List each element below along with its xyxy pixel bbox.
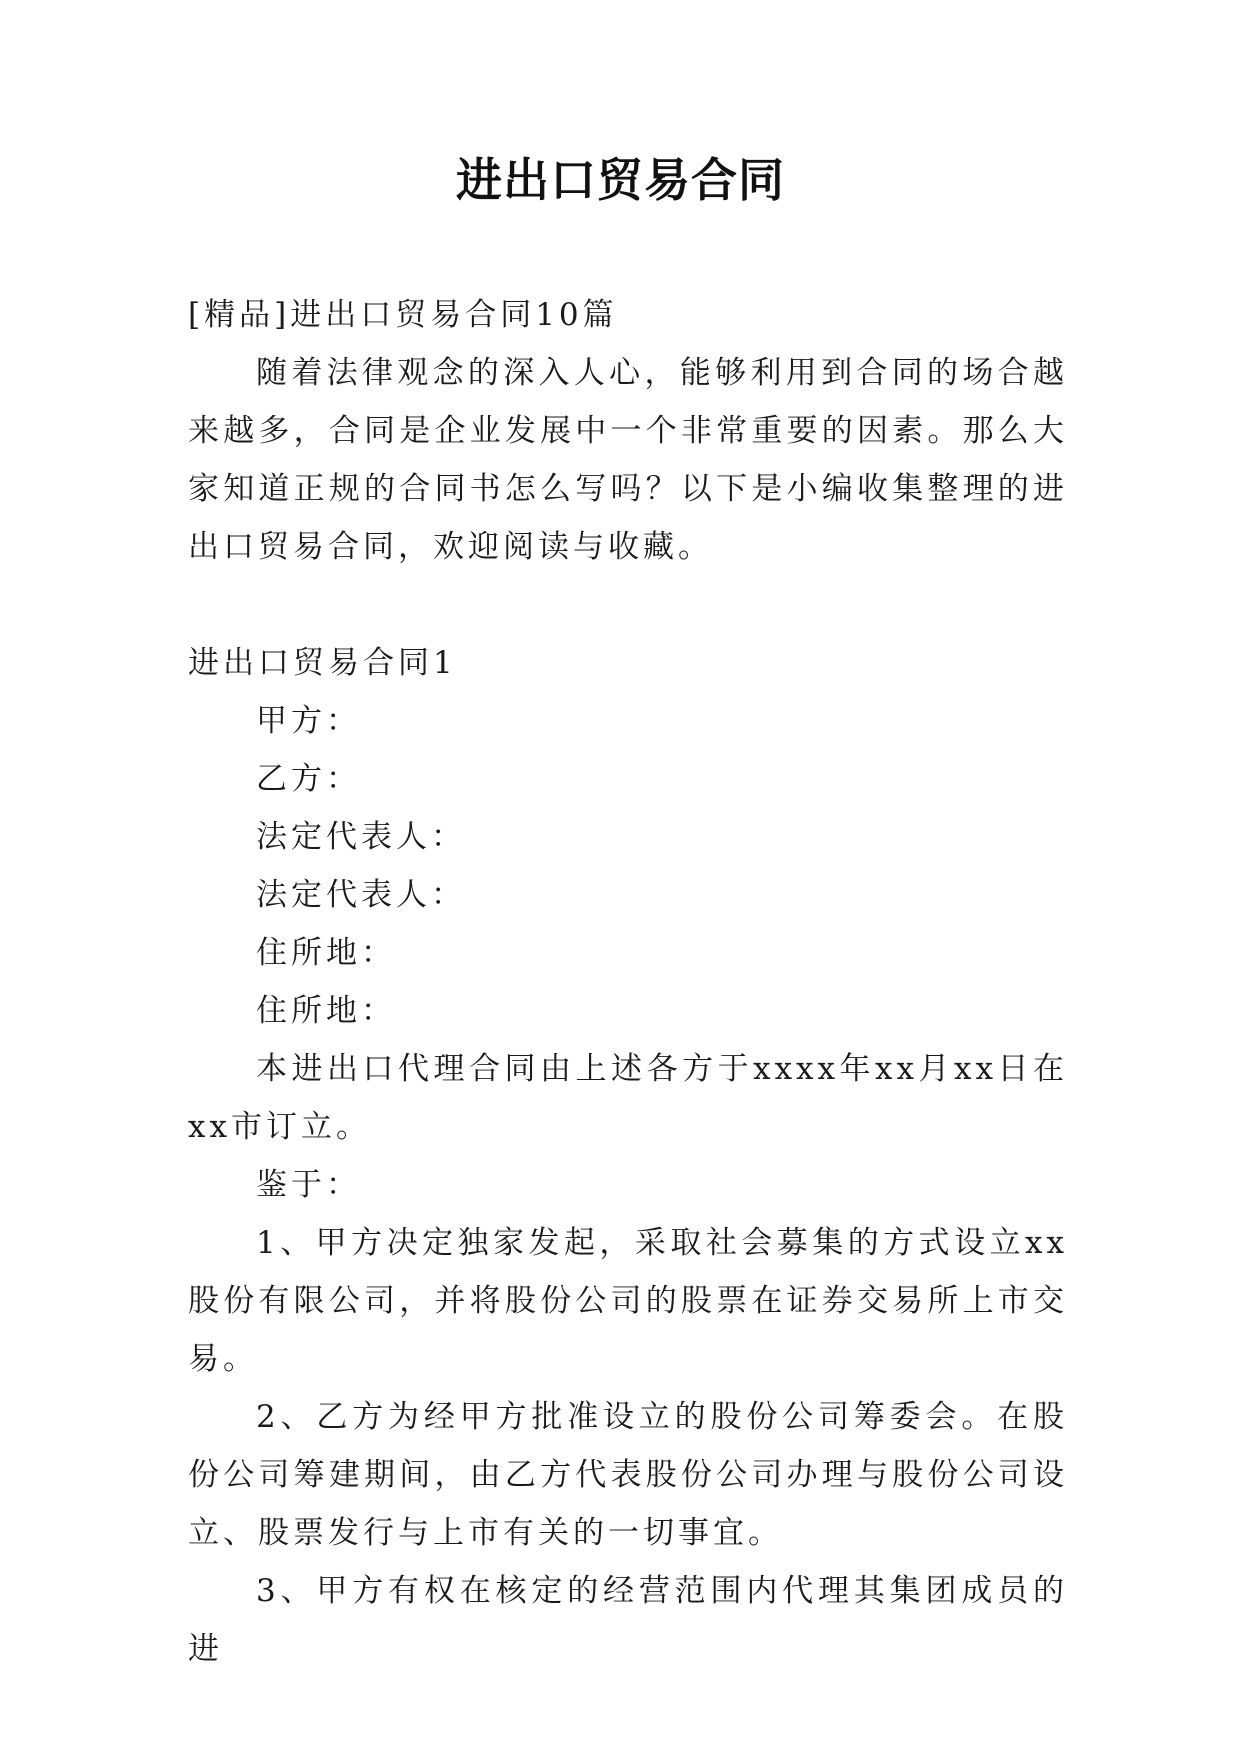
address-line-2: 住所地： bbox=[256, 993, 396, 1029]
legal-rep-line-2: 法定代表人： bbox=[256, 877, 466, 913]
document-title: 进出口贸易合同 bbox=[456, 153, 785, 207]
clause-1: 1、甲方决定独家发起，采取社会募集的方式设立xx股份有限公司，并将股份公司的股票在证券交易所上市交易。 bbox=[188, 1225, 1068, 1377]
intro-paragraph: 随着法律观念的深入人心，能够利用到合同的场合越来越多，合同是企业发展中一个非常重要的因素。那么大家知道正规的合同书怎么写吗？以下是小编收集整理的进出口贸易合同，欢迎阅读与收藏。 bbox=[188, 355, 1068, 565]
section-heading: 进出口贸易合同1 bbox=[188, 645, 457, 681]
clause-3: 3、甲方有权在核定的经营范围内代理其集团成员的进 bbox=[188, 1573, 1068, 1667]
document-subtitle: [精品]进出口贸易合同10篇 bbox=[188, 297, 618, 333]
party-b-line: 乙方： bbox=[256, 761, 361, 797]
document-body bbox=[188, 286, 1068, 1678]
legal-rep-line-1: 法定代表人： bbox=[256, 819, 466, 855]
address-line-1: 住所地： bbox=[256, 935, 396, 971]
clause-2: 2、乙方为经甲方批准设立的股份公司筹委会。在股份公司筹建期间，由乙方代表股份公司办理与股份公司设立、股票发行与上市有关的一切事宜。 bbox=[188, 1399, 1068, 1551]
signing-statement: 本进出口代理合同由上述各方于xxxx年xx月xx日在xx市订立。 bbox=[188, 1051, 1068, 1145]
paragraph-gap bbox=[188, 576, 1068, 634]
whereas-line: 鉴于： bbox=[256, 1167, 361, 1203]
party-a-line: 甲方： bbox=[256, 703, 361, 739]
